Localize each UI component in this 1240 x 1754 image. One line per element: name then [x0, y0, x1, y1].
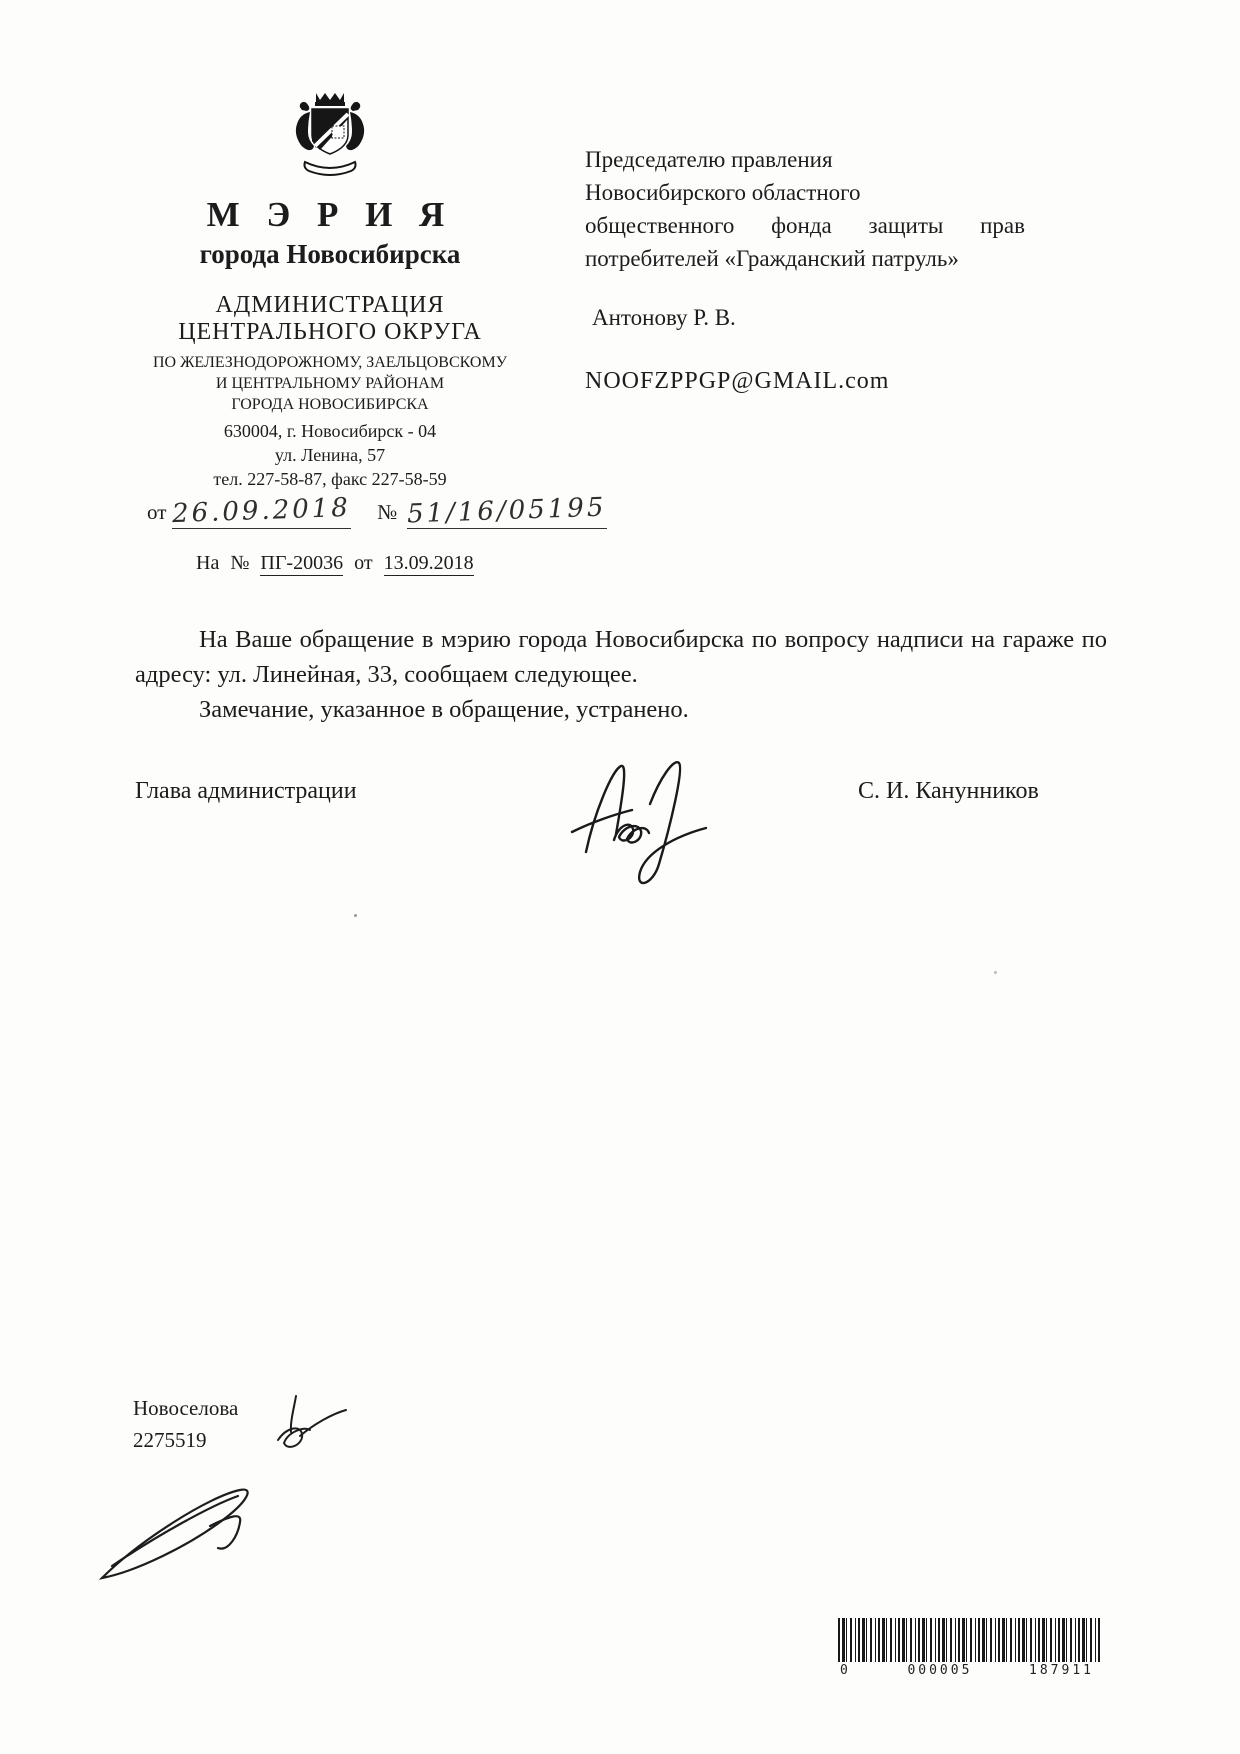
- addressee-line-4: потребителей «Гражданский патруль»: [585, 246, 959, 271]
- org-name-city: города Новосибирска: [199, 239, 461, 269]
- barcode-digit-group-2: 000005: [907, 1663, 973, 1678]
- incoming-date: 13.09.2018: [383, 552, 474, 574]
- body-paragraph-1: На Ваше обращение в мэрию города Новосибирска по вопросу надписи на гараже по адресу: ул. Линейная, 33, сообщаем следующее.: [135, 626, 1107, 688]
- bottom-signature-flourish-icon: [90, 1478, 360, 1588]
- dept-line-3: ПО ЖЕЛЕЗНОДОРОЖНОМУ, ЗАЕЛЬЦОВСКОМУ: [152, 354, 508, 371]
- addressee-email: NOOFZPPGP@GMAIL.com: [585, 368, 890, 394]
- scan-speck: [354, 914, 357, 917]
- barcode-digit-group-1: 0: [840, 1663, 851, 1678]
- signer-name: С. И. Канунников: [858, 778, 1039, 804]
- executor-block: [133, 1392, 238, 1456]
- from-label: от: [147, 500, 167, 524]
- barcode-bars: [838, 1618, 1100, 1662]
- barcode-digits: [838, 1662, 1100, 1678]
- dept-line-5: ГОРОДА НОВОСИБИРСКА: [231, 396, 429, 413]
- addressee-block: [585, 143, 1025, 275]
- phone-fax-line: тел. 227-58-87, факс 227-58-59: [213, 469, 447, 489]
- barcode-digit-group-3: 187911: [1029, 1663, 1094, 1678]
- novosibirsk-coat-of-arms-icon: [280, 90, 380, 182]
- body-paragraph-2: Замечание, указанное в обращение, устранено.: [199, 696, 689, 723]
- executor-name: Новоселова: [133, 1396, 239, 1420]
- reply-ot-label: от: [354, 552, 373, 574]
- dept-line-2: ЦЕНТРАЛЬНОГО ОКРУГА: [178, 319, 482, 345]
- registration-barcode: [838, 1618, 1100, 1680]
- incoming-reference-line: [196, 552, 474, 575]
- executor-phone: 2275519: [133, 1428, 207, 1452]
- street-address-line: ул. Ленина, 57: [274, 445, 386, 465]
- dept-line-4: И ЦЕНТРАЛЬНОМУ РАЙОНАМ: [215, 375, 445, 392]
- addressee-line-2: Новосибирского областного: [585, 180, 861, 205]
- postal-address-line: 630004, г. Новосибирск - 04: [223, 421, 437, 441]
- number-sign: №: [377, 500, 398, 524]
- letterhead: [120, 90, 540, 491]
- signer-position: Глава администрации: [135, 778, 357, 804]
- addressee-line-1: Председателю правления: [585, 147, 833, 172]
- head-signature-icon: [558, 752, 738, 897]
- outgoing-number-handwritten: 51/16/05195: [406, 492, 608, 530]
- addressee-name: Антонову Р. В.: [592, 305, 736, 330]
- reply-number-sign: №: [230, 552, 250, 574]
- org-name-mayoralty: М Э Р И Я: [206, 195, 454, 234]
- dept-line-1: АДМИНИСТРАЦИЯ: [215, 292, 445, 318]
- incoming-number: ПГ-20036: [260, 552, 344, 574]
- addressee-line-3: общественного фонда защиты прав: [585, 213, 1025, 238]
- outgoing-date-handwritten: 26.09.2018: [171, 492, 352, 530]
- reply-na-label: На: [196, 552, 220, 574]
- outgoing-reference-line: [147, 492, 608, 530]
- scan-speck: [994, 971, 997, 974]
- letter-body: [135, 622, 1107, 727]
